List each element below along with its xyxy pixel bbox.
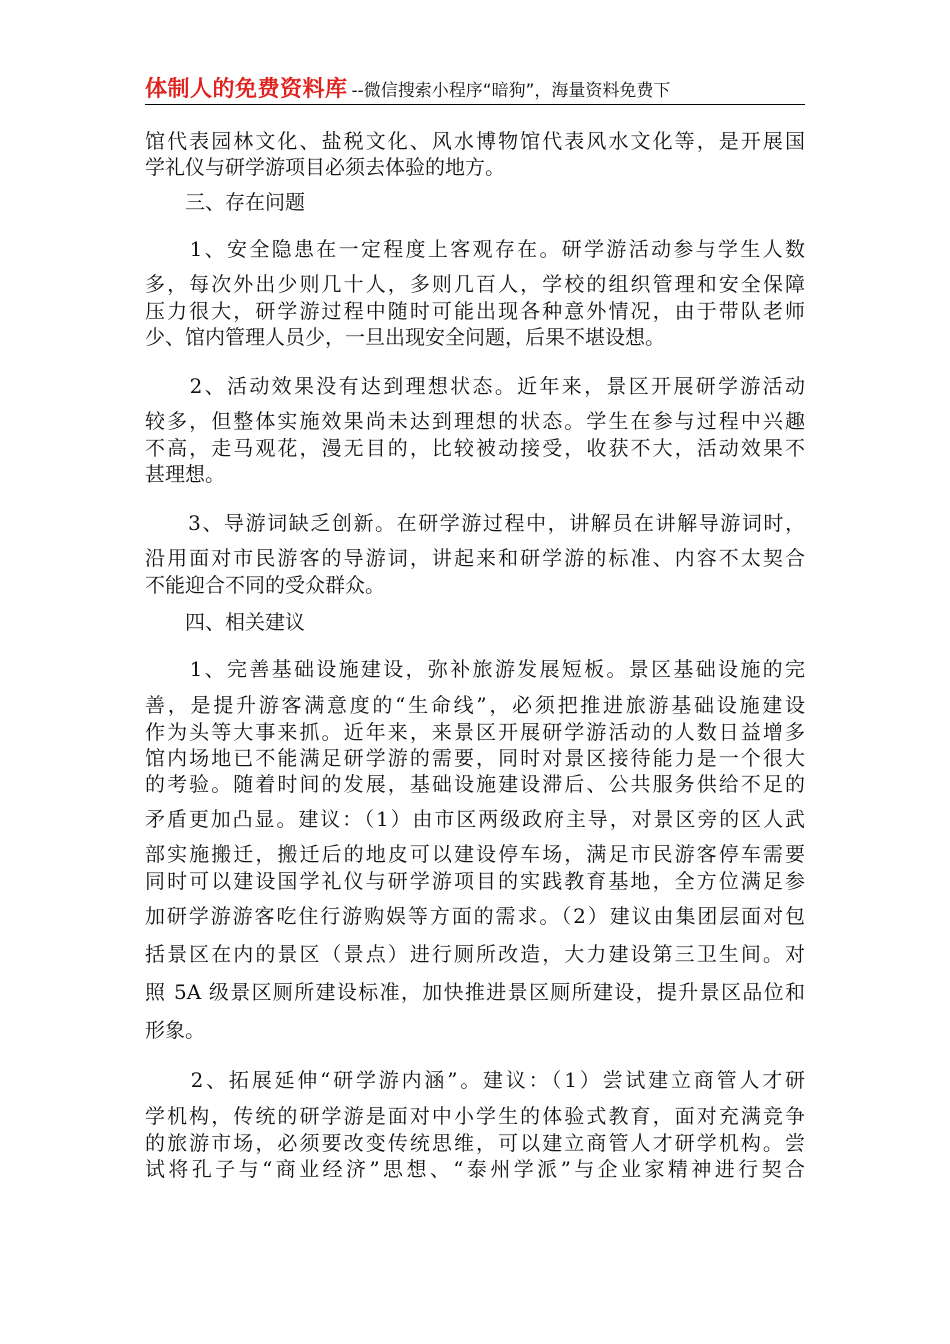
text-line: 1、安全隐患在一定程度上客观存在。研学游活动参与学生人数	[145, 237, 805, 261]
text-line: 同时可以建设国学礼仪与研学游项目的实践教育基地，全方位满足参	[145, 869, 805, 893]
text-line: 1、完善基础设施建设，弥补旅游发展短板。景区基础设施的完	[145, 657, 805, 681]
text-line: 2、拓展延伸“研学游内涵”。建议：（1）尝试建立商管人才研	[145, 1068, 805, 1092]
text-line: 学机构，传统的研学游是面对中小学生的体验式教育，面对充满竞争	[145, 1104, 805, 1128]
text-line: 加研学游游客吃住行游购娱等方面的需求。（2）建议由集团层面对包	[145, 904, 805, 928]
text-line: 馆内场地已不能满足研学游的需要，同时对景区接待能力是一个很大	[145, 746, 805, 770]
text-line: 的考验。随着时间的发展，基础设施建设滞后、公共服务供给不足的	[145, 772, 805, 796]
text-line: 沿用面对市民游客的导游词，讲起来和研学游的标准、内容不太契合	[145, 546, 805, 570]
header-brand: 体制人的免费资料库	[145, 77, 348, 102]
text-line: 不能迎合不同的受众群众。	[145, 573, 385, 597]
text-line: 部实施搬迁，搬迁后的地皮可以建设停车场，满足市民游客停车需要	[145, 842, 805, 866]
text-line: 少、馆内管理人员少，一旦出现安全问题，后果不堪设想。	[145, 325, 665, 349]
text-line: 较多，但整体实施效果尚未达到理想的状态。学生在参与过程中兴趣	[145, 409, 805, 433]
text-line: 学礼仪与研学游项目必须去体验的地方。	[145, 155, 505, 179]
text-line: 压力很大，研学游过程中随时可能出现各种意外情况，由于带队老师	[145, 299, 805, 323]
text-line: 3、导游词缺乏创新。在研学游过程中，讲解员在讲解导游词时，	[145, 511, 805, 535]
page-header	[145, 72, 805, 105]
header-tagline: --微信搜索小程序“暗狗”，海量资料免费下	[351, 81, 671, 101]
text-line: 多，每次外出少则几十人，多则几百人，学校的组织管理和安全保障	[145, 272, 805, 296]
text-line: 照 5A 级景区厕所建设标准，加快推进景区厕所建设，提升景区品位和	[145, 980, 805, 1004]
text-line: 形象。	[145, 1018, 205, 1042]
text-line: 括景区在内的景区（景点）进行厕所改造，大力建设第三卫生间。对	[145, 942, 805, 966]
text-line: 馆代表园林文化、盐税文化、风水博物馆代表风水文化等，是开展国	[145, 129, 805, 153]
text-line: 善，是提升游客满意度的“生命线”，必须把推进旅游基础设施建设	[145, 693, 805, 717]
text-line: 试将孔子与“商业经济”思想、“泰州学派”与企业家精神进行契合	[145, 1157, 805, 1181]
text-line: 甚理想。	[145, 462, 225, 486]
text-line: 不高，走马观花，漫无目的，比较被动接受，收获不大，活动效果不	[145, 436, 805, 460]
section-heading: 四、相关建议	[145, 610, 305, 634]
text-line: 的旅游市场，必须要改变传统思维，可以建立商管人才研学机构。尝	[145, 1131, 805, 1155]
text-line: 作为头等大事来抓。近年来，来景区开展研学游活动的人数日益增多	[145, 720, 805, 744]
text-line: 2、活动效果没有达到理想状态。近年来，景区开展研学游活动	[145, 374, 805, 398]
section-heading: 三、存在问题	[145, 190, 305, 214]
text-line: 矛盾更加凸显。建议：（1）由市区两级政府主导，对景区旁的区人武	[145, 807, 805, 831]
